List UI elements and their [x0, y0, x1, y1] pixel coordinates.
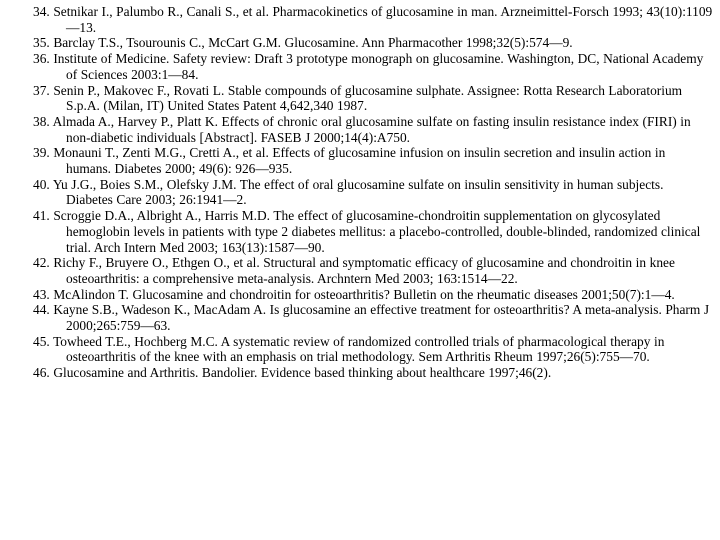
reference-number: 45. — [33, 333, 50, 349]
reference-number: 44. — [33, 302, 50, 318]
reference-item — [33, 114, 713, 145]
reference-number: 36. — [33, 51, 50, 67]
reference-list — [33, 4, 713, 381]
reference-number: 37. — [33, 82, 50, 98]
reference-text: Barclay T.S., Tsourounis C., McCart G.M. Glucosamine. Ann Pharmacother 1998;32(5):574—9. — [53, 35, 573, 51]
reference-text: Setnikar I., Palumbo R., Canali S., et al. Pharmacokinetics of glucosamine in man. Arzneimittel-Forsch 1993; 43(10):1109—13. — [53, 4, 713, 35]
reference-text: Glucosamine and Arthritis. Bandolier. Evidence based thinking about healthcare 1997;46(2). — [53, 365, 552, 381]
reference-item — [33, 145, 713, 176]
reference-text: Scroggie D.A., Albright A., Harris M.D. The effect of glucosamine-chondroitin supplementation on glycosylated hemoglobin levels in patients with type 2 diabetes mellitus: a placebo-controlled, double-blinded, randomized clinical trial. Arch Intern Med 2003; 163(13):1587—90. — [53, 208, 701, 255]
reference-number: 41. — [33, 208, 50, 224]
reference-text: Yu J.G., Boies S.M., Olefsky J.M. The effect of oral glucosamine sulfate on insulin sensitivity in human subjects. Diabetes Care 2003; 26:1941—2. — [52, 176, 664, 208]
reference-text: Towheed T.E., Hochberg M.C. A systematic review of randomized controlled trials of pharmacological therapy in osteoarthritis of the knee with an emphasis on trial methodology. Sem Arthritis Rheum 1997;26(5):755—70. — [53, 333, 665, 365]
reference-text: McAlindon T. Glucosamine and chondroitin for osteoarthritis? Bulletin on the rheumatic diseases 2001;50(7):1—4. — [53, 286, 675, 302]
reference-number: 38. — [33, 113, 50, 129]
reference-item — [33, 4, 713, 35]
reference-number: 34. — [33, 4, 50, 19]
reference-item — [33, 302, 713, 333]
reference-page — [33, 4, 713, 381]
reference-item — [33, 208, 713, 255]
reference-item — [33, 287, 713, 303]
reference-item — [33, 35, 713, 51]
reference-item — [33, 255, 713, 286]
reference-text: Kayne S.B., Wadeson K., MacAdam A. Is glucosamine an effective treatment for osteoarthritis? A meta-analysis. Pharm J 2000;265:759—63. — [53, 302, 710, 334]
reference-number: 39. — [33, 145, 50, 161]
reference-item — [33, 83, 713, 114]
reference-number: 40. — [33, 176, 50, 192]
reference-text: Monauni T., Zenti M.G., Cretti A., et al. Effects of glucosamine infusion on insulin secretion and insulin action in humans. Diabetes 2000; 49(6): 926—935. — [53, 145, 666, 177]
reference-number: 43. — [33, 286, 50, 302]
reference-number: 46. — [33, 365, 50, 381]
reference-item — [33, 177, 713, 208]
reference-item — [33, 51, 713, 82]
reference-item — [33, 334, 713, 365]
reference-text: Richy F., Bruyere O., Ethgen O., et al. Structural and symptomatic efficacy of glucosamine and chondroitin in knee osteoarthritis: a comprehensive meta-analysis. Archntern Med 2003; 163:1514—22. — [53, 255, 675, 286]
reference-number: 35. — [33, 35, 50, 51]
reference-text: Senin P., Makovec F., Rovati L. Stable compounds of glucosamine sulphate. Assignee: Rotta Research Laboratorium S.p.A. (Milan, IT) United States Patent 4,642,340 1987. — [53, 82, 683, 114]
reference-text: Almada A., Harvey P., Platt K. Effects of chronic oral glucosamine sulfate on fasting insulin resistance index (FIRI) in non-diabetic individuals [Abstract]. FASEB J 2000;14(4):A750. — [52, 113, 691, 145]
reference-number: 42. — [33, 255, 50, 271]
reference-item — [33, 365, 713, 381]
reference-text: Institute of Medicine. Safety review: Draft 3 prototype monograph on glucosamine. Washington, DC, National Academy of Sciences 2003:1—84. — [53, 51, 704, 82]
